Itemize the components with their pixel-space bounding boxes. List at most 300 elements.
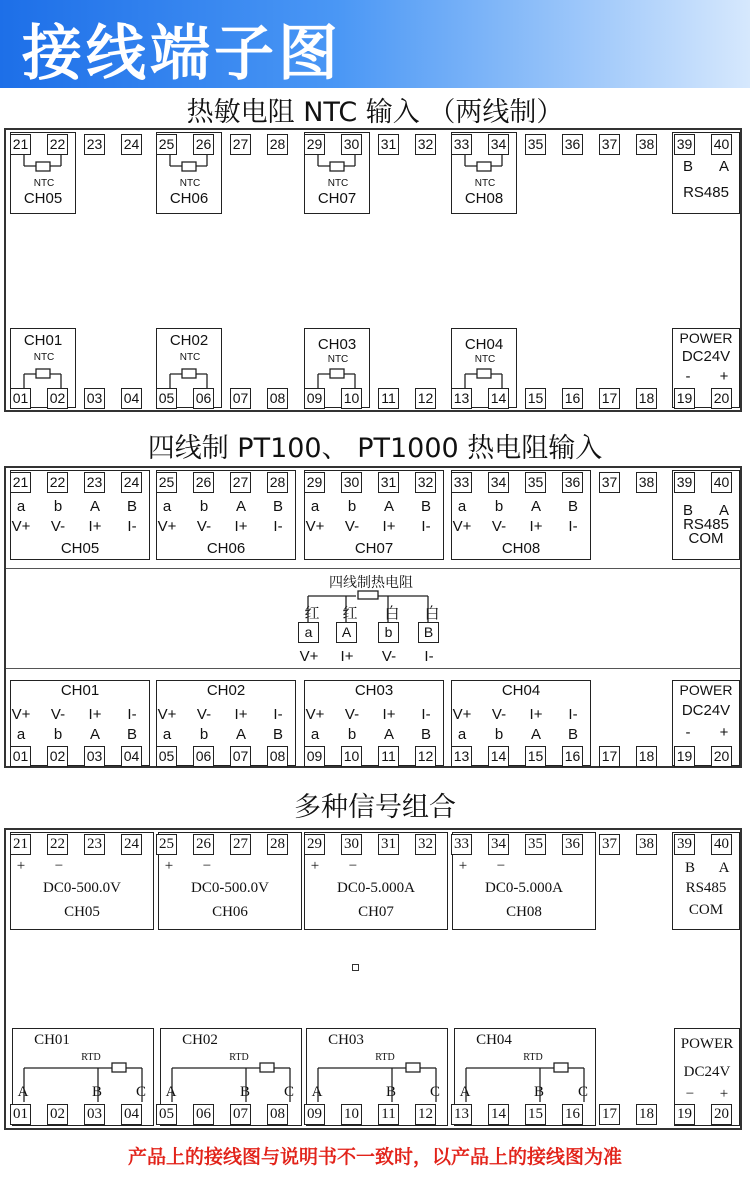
terminal-05: 05 [156, 1104, 177, 1125]
com-label: COM [688, 530, 724, 547]
terminal-07: 07 [230, 388, 251, 409]
channel-label: CH07 [358, 904, 394, 920]
terminal-21: 21 [10, 134, 31, 155]
terminal-20: 20 [711, 1104, 732, 1125]
ntc-label: NTC [33, 178, 55, 189]
pin-letter-label: A [383, 498, 394, 515]
terminal-06: 06 [193, 1104, 214, 1125]
terminal-31: 31 [378, 472, 399, 493]
pin-letter-label: b [347, 726, 357, 743]
terminal-14: 14 [488, 746, 509, 767]
rtd-resistor-icon [358, 591, 378, 599]
pin-letter-label: A [235, 726, 246, 743]
signal-label: V- [196, 518, 212, 535]
terminal-30: 30 [341, 134, 362, 155]
terminal-07: 07 [230, 746, 251, 767]
terminal-02: 02 [47, 746, 68, 767]
ch01-label: CH01 [23, 332, 63, 349]
pin-letter-label: a [457, 726, 467, 743]
legend-signal-label: I- [424, 648, 434, 665]
channel-label: CH08 [506, 904, 542, 920]
channel-label: CH03 [354, 682, 394, 699]
terminal-33: 33 [451, 134, 472, 155]
rs485-b-label: B [682, 502, 693, 519]
ch02-label: CH02 [169, 332, 209, 349]
terminal-12: 12 [415, 1104, 436, 1125]
terminal-11: 11 [378, 746, 399, 767]
rtd-pin-label: C [283, 1084, 294, 1100]
rtd-resistor-icon [406, 1063, 420, 1072]
pin-letter-label: b [53, 726, 63, 743]
legend-pin-box: A [336, 622, 357, 643]
rtd-resistor-icon [112, 1063, 126, 1072]
terminal-25: 25 [156, 834, 177, 855]
pin-letter-label: B [567, 726, 578, 743]
ntc-wiring-panel [4, 128, 742, 412]
ntc-label: NTC [179, 352, 201, 363]
section-title-mixed: 多种信号组合 [294, 792, 456, 823]
pin-letter-label: B [272, 726, 283, 743]
terminal-36: 36 [562, 472, 583, 493]
signal-label: V- [491, 518, 507, 535]
terminal-08: 08 [267, 746, 288, 767]
pin-letter-label: a [457, 498, 467, 515]
pin-letter-label: a [16, 498, 26, 515]
channel-label: CH05 [60, 540, 100, 557]
terminal-35: 35 [525, 834, 546, 855]
terminal-23: 23 [84, 134, 105, 155]
legend-signal-label: V- [381, 648, 397, 665]
terminal-30: 30 [341, 834, 362, 855]
power-plus-label: + [719, 724, 729, 741]
banner-title: 接线端子图 [22, 19, 342, 89]
terminal-08: 08 [267, 1104, 288, 1125]
power-minus-label: - [685, 368, 691, 385]
rs485-b-label: B [682, 158, 693, 175]
terminal-16: 16 [562, 388, 583, 409]
terminal-16: 16 [562, 1104, 583, 1125]
rtd-wiring-lines [6, 830, 744, 1132]
terminal-32: 32 [415, 472, 436, 493]
rs485-a-label: A [718, 502, 729, 519]
pin-letter-label: a [162, 726, 172, 743]
terminal-25: 25 [156, 472, 177, 493]
terminal-14: 14 [488, 1104, 509, 1125]
ntc-label: NTC [327, 178, 349, 189]
terminal-19: 19 [674, 1104, 695, 1125]
signal-label: V+ [305, 706, 325, 723]
rs485-label: RS485 [685, 880, 727, 896]
plus-sign: + [458, 858, 468, 874]
rtd-pin-label: B [91, 1084, 102, 1100]
power-plus-label: + [719, 1086, 729, 1102]
pin-letter-label: B [126, 726, 137, 743]
terminal-36: 36 [562, 834, 583, 855]
mixed-signal-panel [4, 828, 742, 1130]
terminal-09: 09 [304, 388, 325, 409]
signal-label: I+ [382, 706, 396, 723]
terminal-12: 12 [415, 746, 436, 767]
ntc-resistor-icon [477, 369, 491, 378]
terminal-33: 33 [451, 834, 472, 855]
terminal-13: 13 [451, 1104, 472, 1125]
signal-label: V+ [305, 518, 325, 535]
terminal-18: 18 [636, 1104, 657, 1125]
rtd-pin-label: B [533, 1084, 544, 1100]
terminal-03: 03 [84, 1104, 105, 1125]
terminal-40: 40 [711, 472, 732, 493]
plus-sign: + [310, 858, 320, 874]
terminal-17: 17 [599, 746, 620, 767]
pt100-legend-lines [6, 468, 744, 770]
ntc-wiring-lines [6, 130, 744, 414]
rtd-pin-label: A [459, 1084, 471, 1100]
wire-color-label: 红 [304, 605, 320, 622]
terminal-33: 33 [451, 472, 472, 493]
terminal-22: 22 [47, 134, 68, 155]
terminal-39: 39 [674, 834, 695, 855]
minus-sign: − [54, 858, 64, 874]
rtd-pin-label: C [577, 1084, 588, 1100]
signal-label: V- [344, 518, 360, 535]
terminal-38: 38 [636, 834, 657, 855]
signal-label: I- [421, 518, 431, 535]
terminal-05: 05 [156, 746, 177, 767]
pin-letter-label: b [199, 498, 209, 515]
rtd-pin-label: A [165, 1084, 177, 1100]
terminal-01: 01 [10, 746, 31, 767]
terminal-09: 09 [304, 1104, 325, 1125]
rtd-pin-label: C [135, 1084, 146, 1100]
pin-letter-label: a [16, 726, 26, 743]
signal-label: V+ [157, 706, 177, 723]
signal-label: I- [273, 706, 283, 723]
rtd-label: RTD [375, 1052, 395, 1063]
pin-letter-label: A [383, 726, 394, 743]
pin-letter-label: B [420, 726, 431, 743]
signal-label: V- [196, 706, 212, 723]
terminal-01: 01 [10, 1104, 31, 1125]
terminal-17: 17 [599, 1104, 620, 1125]
terminal-02: 02 [47, 388, 68, 409]
legend-signal-label: I+ [340, 648, 354, 665]
terminal-25: 25 [156, 134, 177, 155]
signal-label: I+ [234, 706, 248, 723]
ntc-resistor-icon [36, 162, 50, 171]
rs485-b-label: B [684, 860, 695, 876]
terminal-35: 35 [525, 472, 546, 493]
range-label: DC0-500.0V [191, 880, 269, 896]
ch03-label: CH03 [317, 336, 357, 353]
terminal-04: 04 [121, 1104, 142, 1125]
signal-label: V+ [452, 706, 472, 723]
ch07-label: CH07 [317, 190, 357, 207]
terminal-39: 39 [674, 472, 695, 493]
terminal-15: 15 [525, 1104, 546, 1125]
rs485-a-label: A [718, 158, 729, 175]
range-label: DC0-5.000A [337, 880, 415, 896]
rtd-label: RTD [229, 1052, 249, 1063]
terminal-34: 34 [488, 834, 509, 855]
terminal-18: 18 [636, 388, 657, 409]
pin-letter-label: B [567, 498, 578, 515]
terminal-34: 34 [488, 472, 509, 493]
terminal-30: 30 [341, 472, 362, 493]
rtd-pin-label: B [385, 1084, 396, 1100]
rtd-resistor-icon [260, 1063, 274, 1072]
terminal-12: 12 [415, 388, 436, 409]
rtd-label: RTD [81, 1052, 101, 1063]
terminal-29: 29 [304, 134, 325, 155]
rtd-label: RTD [523, 1052, 543, 1063]
terminal-04: 04 [121, 388, 142, 409]
terminal-40: 40 [711, 834, 732, 855]
terminal-26: 26 [193, 134, 214, 155]
terminal-28: 28 [267, 834, 288, 855]
rtd-resistor-icon [554, 1063, 568, 1072]
terminal-13: 13 [451, 746, 472, 767]
terminal-40: 40 [711, 134, 732, 155]
ch08-label: CH08 [464, 190, 504, 207]
ntc-label: NTC [474, 354, 496, 365]
wire-color-label: 白 [424, 605, 440, 622]
ntc-resistor-icon [36, 369, 50, 378]
terminal-29: 29 [304, 472, 325, 493]
dc24v-label: DC24V [681, 348, 731, 365]
range-label: DC0-500.0V [43, 880, 121, 896]
minus-sign: − [348, 858, 358, 874]
channel-label: CH02 [206, 682, 246, 699]
pin-letter-label: a [310, 726, 320, 743]
legend-title: 四线制热电阻 [329, 574, 413, 590]
pin-letter-label: B [126, 498, 137, 515]
terminal-38: 38 [636, 472, 657, 493]
terminal-23: 23 [84, 834, 105, 855]
pin-letter-label: B [420, 498, 431, 515]
terminal-10: 10 [341, 746, 362, 767]
terminal-29: 29 [304, 834, 325, 855]
ntc-label: NTC [327, 354, 349, 365]
terminal-22: 22 [47, 472, 68, 493]
terminal-20: 20 [711, 388, 732, 409]
terminal-08: 08 [267, 388, 288, 409]
section-title-pt100: 四线制 PT100、 PT1000 热电阻输入 [147, 433, 603, 464]
plus-sign: + [164, 858, 174, 874]
power-minus-label: − [685, 1086, 695, 1102]
ntc-resistor-icon [477, 162, 491, 171]
ntc-resistor-icon [330, 162, 344, 171]
terminal-01: 01 [10, 388, 31, 409]
pin-letter-label: B [272, 498, 283, 515]
rtd-pin-label: C [429, 1084, 440, 1100]
terminal-31: 31 [378, 834, 399, 855]
pin-letter-label: a [162, 498, 172, 515]
signal-label: V- [50, 518, 66, 535]
terminal-37: 37 [599, 134, 620, 155]
pin-letter-label: b [494, 498, 504, 515]
terminal-27: 27 [230, 834, 251, 855]
channel-label: CH08 [501, 540, 541, 557]
terminal-24: 24 [121, 472, 142, 493]
signal-label: I- [127, 518, 137, 535]
ch05-label: CH05 [23, 190, 63, 207]
channel-label: CH06 [212, 904, 248, 920]
legend-pin-box: B [418, 622, 439, 643]
terminal-02: 02 [47, 1104, 68, 1125]
terminal-28: 28 [267, 134, 288, 155]
terminal-17: 17 [599, 388, 620, 409]
channel-label: CH07 [354, 540, 394, 557]
rtd-pin-label: A [311, 1084, 323, 1100]
signal-label: I+ [382, 518, 396, 535]
title-banner [0, 0, 750, 88]
terminal-32: 32 [415, 834, 436, 855]
pin-letter-label: b [199, 726, 209, 743]
ntc-resistor-icon [182, 162, 196, 171]
power-label: POWER [680, 1036, 734, 1052]
terminal-19: 19 [674, 388, 695, 409]
terminal-26: 26 [193, 472, 214, 493]
channel-label: CH02 [182, 1032, 218, 1048]
terminal-15: 15 [525, 388, 546, 409]
ntc-resistor-icon [330, 369, 344, 378]
terminal-11: 11 [378, 388, 399, 409]
terminal-06: 06 [193, 746, 214, 767]
terminal-34: 34 [488, 134, 509, 155]
ch04-label: CH04 [464, 336, 504, 353]
terminal-35: 35 [525, 134, 546, 155]
signal-label: V+ [452, 518, 472, 535]
footer-note: 产品上的接线图与说明书不一致时，以产品上的接线图为准 [127, 1146, 622, 1168]
terminal-07: 07 [230, 1104, 251, 1125]
terminal-03: 03 [84, 388, 105, 409]
terminal-11: 11 [378, 1104, 399, 1125]
terminal-27: 27 [230, 472, 251, 493]
channel-label: CH04 [501, 682, 541, 699]
signal-label: I+ [234, 518, 248, 535]
terminal-05: 05 [156, 388, 177, 409]
terminal-37: 37 [599, 834, 620, 855]
terminal-38: 38 [636, 134, 657, 155]
signal-label: V- [491, 706, 507, 723]
rs485-label: RS485 [683, 516, 729, 533]
terminal-26: 26 [193, 834, 214, 855]
ntc-label: NTC [33, 352, 55, 363]
terminal-37: 37 [599, 472, 620, 493]
terminal-24: 24 [121, 134, 142, 155]
dc24v-label: DC24V [683, 1064, 731, 1080]
com-label: COM [688, 902, 724, 918]
pin-letter-label: A [89, 726, 100, 743]
signal-label: V- [344, 706, 360, 723]
rtd-pin-label: B [239, 1084, 250, 1100]
channel-label: CH06 [206, 540, 246, 557]
pt100-wiring-panel [4, 466, 742, 768]
terminal-21: 21 [10, 472, 31, 493]
minus-sign: − [496, 858, 506, 874]
rs485-a-label: A [718, 860, 730, 876]
terminal-19: 19 [674, 746, 695, 767]
rtd-pin-label: A [17, 1084, 29, 1100]
signal-label: I- [273, 518, 283, 535]
signal-label: I+ [88, 706, 102, 723]
pin-letter-label: A [235, 498, 246, 515]
terminal-28: 28 [267, 472, 288, 493]
terminal-18: 18 [636, 746, 657, 767]
wire-color-label: 白 [384, 605, 400, 622]
section-title-ntc: 热敏电阻 NTC 输入 （两线制） [186, 97, 564, 128]
legend-pin-box: b [378, 622, 399, 643]
plus-sign: + [16, 858, 26, 874]
signal-label: I- [421, 706, 431, 723]
ntc-label: NTC [474, 178, 496, 189]
terminal-06: 06 [193, 388, 214, 409]
pin-letter-label: b [53, 498, 63, 515]
pin-letter-label: b [347, 498, 357, 515]
channel-label: CH01 [60, 682, 100, 699]
signal-label: V+ [11, 518, 31, 535]
dc24v-label: DC24V [681, 702, 731, 719]
terminal-36: 36 [562, 134, 583, 155]
terminal-09: 09 [304, 746, 325, 767]
ntc-label: NTC [179, 178, 201, 189]
channel-label: CH04 [476, 1032, 512, 1048]
legend-pin-box: a [298, 622, 319, 643]
range-label: DC0-5.000A [485, 880, 563, 896]
terminal-23: 23 [84, 472, 105, 493]
channel-label: CH03 [328, 1032, 364, 1048]
terminal-24: 24 [121, 834, 142, 855]
signal-label: V+ [11, 706, 31, 723]
signal-label: I- [127, 706, 137, 723]
signal-label: I- [568, 518, 578, 535]
terminal-10: 10 [341, 388, 362, 409]
legend-signal-label: V+ [299, 648, 319, 665]
pin-letter-label: A [89, 498, 100, 515]
wire-color-label: 红 [342, 605, 358, 622]
terminal-21: 21 [10, 834, 31, 855]
power-label: POWER [679, 682, 733, 698]
terminal-15: 15 [525, 746, 546, 767]
terminal-22: 22 [47, 834, 68, 855]
power-minus-label: - [685, 724, 691, 741]
pin-letter-label: a [310, 498, 320, 515]
signal-label: V+ [157, 518, 177, 535]
rs485-label: RS485 [683, 184, 729, 201]
terminal-20: 20 [711, 746, 732, 767]
terminal-14: 14 [488, 388, 509, 409]
pin-letter-label: b [494, 726, 504, 743]
minus-sign: − [202, 858, 212, 874]
terminal-04: 04 [121, 746, 142, 767]
signal-label: I+ [529, 706, 543, 723]
terminal-31: 31 [378, 134, 399, 155]
terminal-13: 13 [451, 388, 472, 409]
ntc-resistor-icon [182, 369, 196, 378]
power-plus-label: + [719, 368, 729, 385]
power-label: POWER [679, 330, 733, 346]
pin-letter-label: A [530, 726, 541, 743]
signal-label: I+ [88, 518, 102, 535]
pin-letter-label: A [530, 498, 541, 515]
signal-label: I- [568, 706, 578, 723]
signal-label: V- [50, 706, 66, 723]
terminal-39: 39 [674, 134, 695, 155]
terminal-16: 16 [562, 746, 583, 767]
ch06-label: CH06 [169, 190, 209, 207]
terminal-10: 10 [341, 1104, 362, 1125]
channel-label: CH05 [64, 904, 100, 920]
